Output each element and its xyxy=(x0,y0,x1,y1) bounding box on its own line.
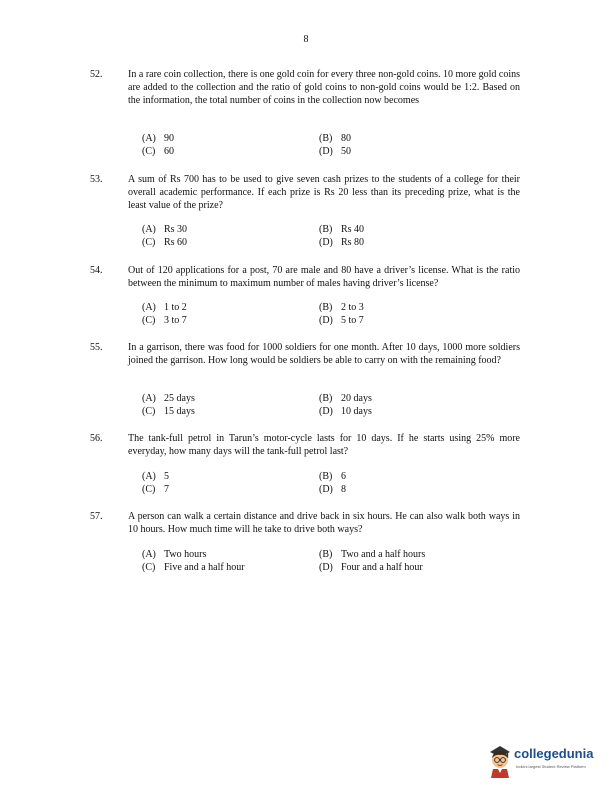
option-text: 90 xyxy=(164,133,174,144)
option-d xyxy=(319,484,346,496)
option-d xyxy=(319,406,372,418)
option-label: (C) xyxy=(142,562,156,573)
option-text: Two hours xyxy=(164,549,207,560)
option-text: 20 days xyxy=(341,393,372,404)
option-label: (A) xyxy=(142,302,156,313)
option-c xyxy=(142,406,195,418)
option-b xyxy=(319,549,425,561)
option-a xyxy=(142,133,174,145)
question-number: 56. xyxy=(90,433,103,444)
option-text: 60 xyxy=(164,146,174,157)
option-c xyxy=(142,562,245,574)
option-a xyxy=(142,302,187,314)
option-d xyxy=(319,315,364,327)
option-a xyxy=(142,471,169,483)
option-text: Five and a half hour xyxy=(164,562,245,573)
option-text: 80 xyxy=(341,133,351,144)
option-label: (B) xyxy=(319,549,333,560)
option-label: (C) xyxy=(142,484,156,495)
option-d xyxy=(319,237,364,249)
option-label: (B) xyxy=(319,133,333,144)
option-label: (B) xyxy=(319,393,333,404)
option-d xyxy=(319,146,351,158)
option-d xyxy=(319,562,423,574)
question-number: 55. xyxy=(90,342,103,353)
option-text: 15 days xyxy=(164,406,195,417)
option-text: 3 to 7 xyxy=(164,315,187,326)
option-label: (B) xyxy=(319,302,333,313)
question-number: 57. xyxy=(90,511,103,522)
option-label: (D) xyxy=(319,146,333,157)
option-b xyxy=(319,471,346,483)
option-label: (C) xyxy=(142,146,156,157)
question-text: Out of 120 applications for a post, 70 are male and 80 have a driver’s license. What is the ratio between the minimum to maximum number of males having driver’s license? xyxy=(128,265,520,290)
option-text: Two and a half hours xyxy=(341,549,426,560)
option-text: 7 xyxy=(164,484,169,495)
option-b xyxy=(319,224,364,236)
option-text: 25 days xyxy=(164,393,195,404)
option-text: Rs 40 xyxy=(341,224,365,235)
page-number: 8 xyxy=(303,34,309,45)
option-a xyxy=(142,224,187,236)
option-text: 50 xyxy=(341,146,351,157)
option-label: (C) xyxy=(142,406,156,417)
option-b xyxy=(319,302,364,314)
option-label: (D) xyxy=(319,406,333,417)
option-label: (A) xyxy=(142,224,156,235)
option-text: 5 to 7 xyxy=(341,315,364,326)
option-label: (A) xyxy=(142,471,156,482)
option-c xyxy=(142,315,187,327)
question-text: In a rare coin collection, there is one gold coin for every three non-gold coins. 10 more gold coins are added to the collection and the ratio of gold coins to non-gold coins would be 1:2. Based on the information, the total number of coins in the collection now becomes xyxy=(128,69,520,107)
option-label: (A) xyxy=(142,133,156,144)
option-b xyxy=(319,133,351,145)
option-text: 2 to 3 xyxy=(341,302,364,313)
option-text: Rs 80 xyxy=(341,237,365,248)
option-label: (D) xyxy=(319,315,333,326)
question-text: The tank-full petrol in Tarun’s motor-cycle lasts for 10 days. If he starts using 25% more everyday, how many days will the tank-full petrol last? xyxy=(128,433,520,458)
option-label: (C) xyxy=(142,315,156,326)
option-c xyxy=(142,237,187,249)
question-text: In a garrison, there was food for 1000 soldiers for one month. After 10 days, 1000 more soldiers joined the garrison. How long would be soldiers be able to carry on with the remaining food? xyxy=(128,342,520,367)
option-label: (D) xyxy=(319,237,333,248)
question-text: A sum of Rs 700 has to be used to give seven cash prizes to the students of a college for their overall academic performance. If each prize is Rs 20 less than its preceding prize, what is the least value of the prize? xyxy=(128,174,520,212)
option-label: (A) xyxy=(142,549,156,560)
option-text: 6 xyxy=(341,471,346,482)
question-number: 52. xyxy=(90,69,103,80)
option-text: 1 to 2 xyxy=(164,302,187,313)
option-text: 8 xyxy=(341,484,346,495)
option-text: Rs 60 xyxy=(164,237,188,248)
option-label: (B) xyxy=(319,224,333,235)
option-label: (A) xyxy=(142,393,156,404)
option-text: 5 xyxy=(164,471,169,482)
logo-name: collegedunia xyxy=(514,746,594,761)
option-label: (D) xyxy=(319,484,333,495)
option-b xyxy=(319,393,372,405)
option-text: Rs 30 xyxy=(164,224,188,235)
option-c xyxy=(142,146,174,158)
option-a xyxy=(142,393,195,405)
mascot-icon xyxy=(486,740,514,780)
logo-tagline: India's largest Student Review Platform xyxy=(516,764,586,769)
option-label: (C) xyxy=(142,237,156,248)
option-text: Four and a half hour xyxy=(341,562,423,573)
question-text: A person can walk a certain distance and drive back in six hours. He can also walk both ways in 10 hours. How much time will he take to drive both ways? xyxy=(128,511,520,536)
option-a xyxy=(142,549,206,561)
option-label: (B) xyxy=(319,471,333,482)
collegedunia-logo xyxy=(486,740,598,780)
option-c xyxy=(142,484,169,496)
option-label: (D) xyxy=(319,562,333,573)
question-number: 53. xyxy=(90,174,103,185)
question-number: 54. xyxy=(90,265,103,276)
option-text: 10 days xyxy=(341,406,372,417)
